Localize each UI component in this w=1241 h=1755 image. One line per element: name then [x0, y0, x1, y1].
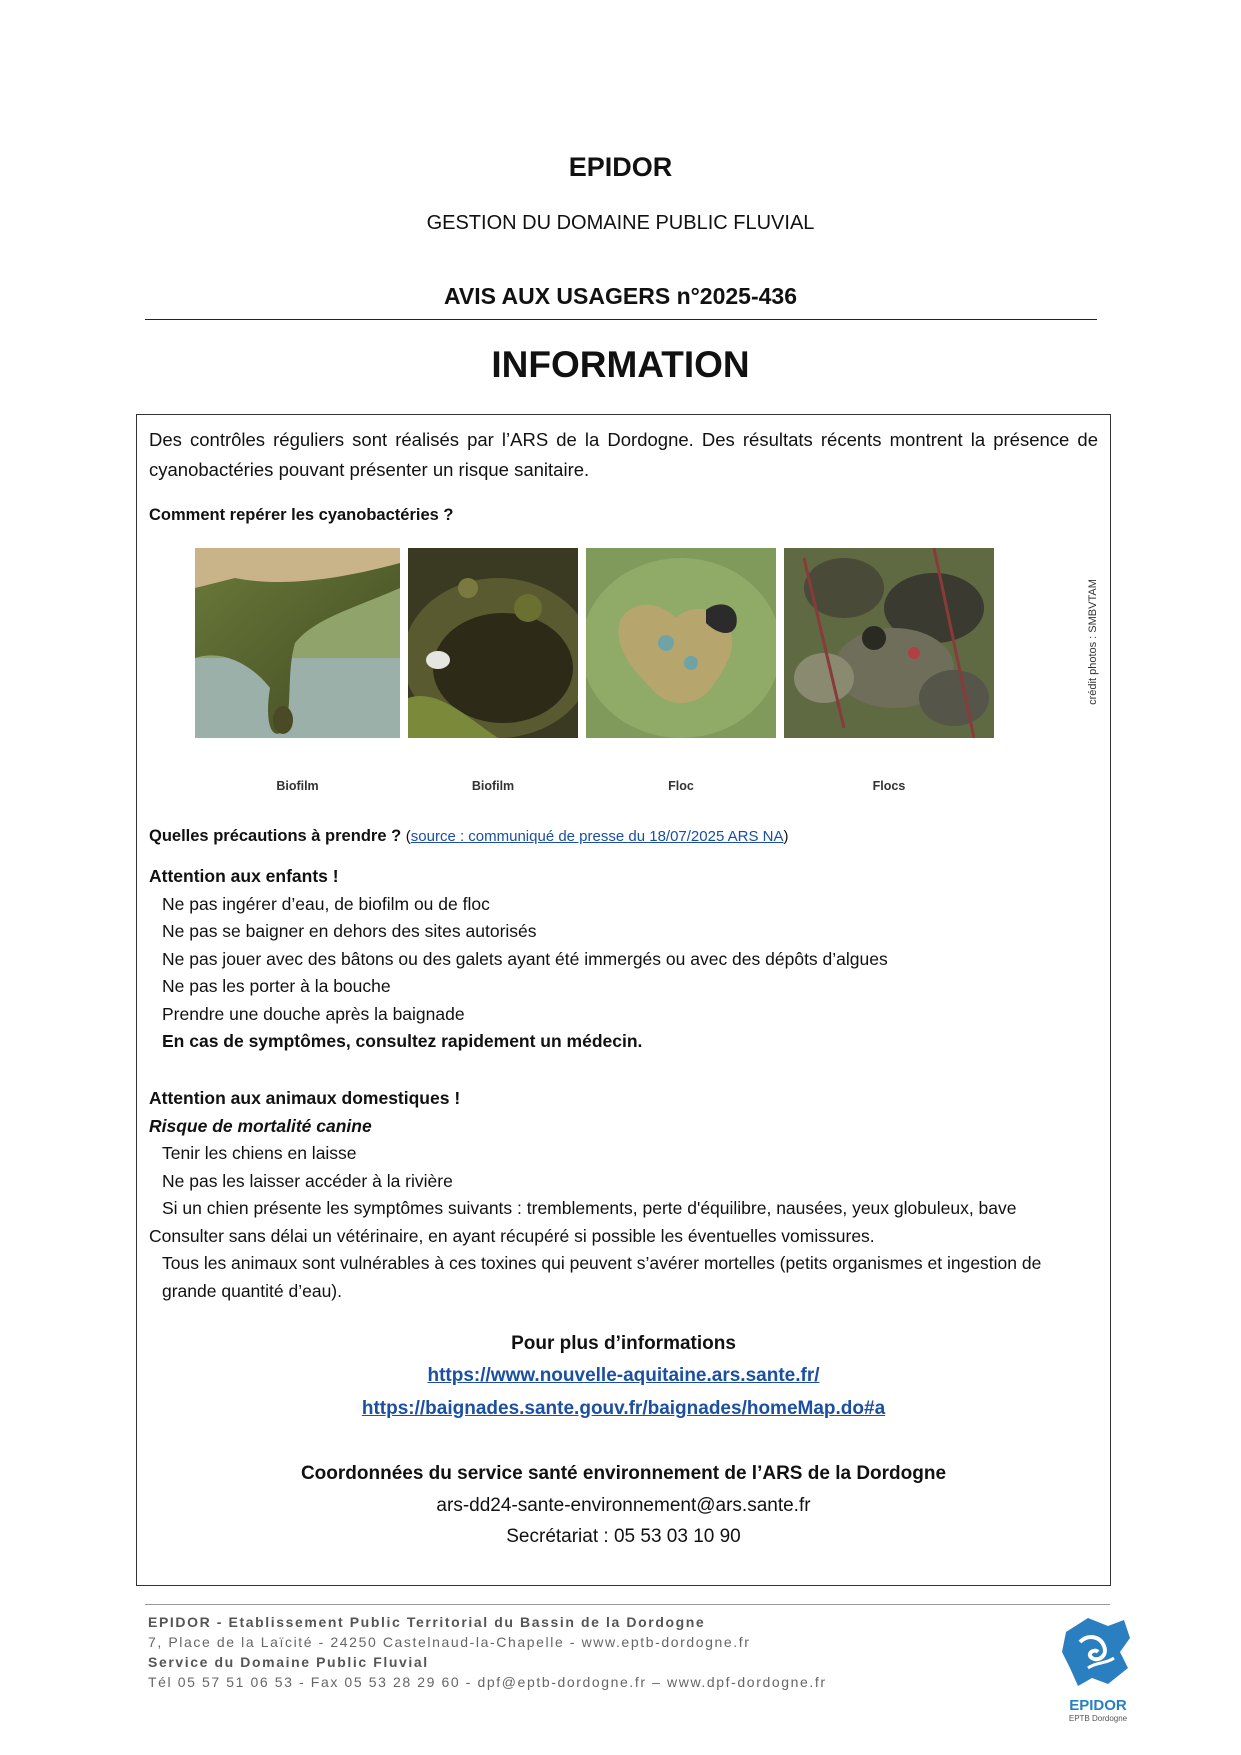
footer-line-3: Service du Domaine Public Fluvial [148, 1654, 429, 1670]
caption-flocs: Flocs [872, 779, 906, 793]
caption-biofilm-1: Biofilm [276, 779, 319, 793]
animals-item: Ne pas les laisser accéder à la rivière [162, 1170, 453, 1191]
avis-number: AVIS AUX USAGERS n°2025-436 [443, 283, 798, 309]
photo-floc [586, 548, 776, 738]
contact-email: ars-dd24-sante-environnement@ars.sante.fr [436, 1495, 811, 1516]
photo-biofilm-1 [195, 548, 400, 738]
footer-line-4: Tél 05 57 51 06 53 - Fax 05 53 28 29 60 - dpf@eptb-dordogne.fr – www.dpf-dordogne.fr [148, 1674, 827, 1690]
children-item: Prendre une douche après la baignade [162, 1003, 465, 1024]
ars-link[interactable]: https://www.nouvelle-aquitaine.ars.sante.fr/ [427, 1365, 820, 1386]
animals-section [149, 1085, 1098, 1305]
contact-phone: Secrétariat : 05 53 03 10 90 [506, 1526, 741, 1547]
baignades-link[interactable]: https://baignades.sante.gouv.fr/baignades/homeMap.do#a [361, 1398, 886, 1419]
photo-credit: crédit photos : SMBVTAM [1086, 579, 1099, 705]
children-item: Ne pas se baigner en dehors des sites autorisés [162, 921, 537, 941]
logo-subtext: EPTB Dordogne [1068, 1714, 1128, 1723]
children-item: Ne pas les porter à la bouche [162, 976, 391, 996]
footer-line-1: EPIDOR - Etablissement Public Territorial du Bassin de la Dordogne [148, 1614, 706, 1630]
children-item: Ne pas jouer avec des bâtons ou des galets ayant été immergés ou avec des dépôts d’algues [162, 948, 888, 969]
contact-title: Coordonnées du service santé environnement de l’ARS de la Dordogne [300, 1463, 947, 1484]
children-warning: En cas de symptômes, consultez rapidement un médecin. [162, 1031, 643, 1051]
children-section [149, 863, 1098, 1056]
photo-flocs [784, 548, 994, 738]
animals-subtitle: Risque de mortalité canine [149, 1115, 372, 1136]
epidor-logo-icon [1058, 1612, 1138, 1692]
caption-floc: Floc [668, 779, 694, 793]
animals-item: Consulter sans délai un vétérinaire, en ayant récupéré si possible les éventuelles vomissures. [149, 1225, 875, 1246]
footer-line-2: 7, Place de la Laïcité - 24250 Castelnaud-la-Chapelle - www.eptb-dordogne.fr [148, 1634, 751, 1650]
footer [148, 1612, 827, 1692]
logo-text: EPIDOR [1069, 1697, 1127, 1714]
more-title: Pour plus d’informations [511, 1333, 736, 1354]
source-open: ( [405, 828, 411, 845]
children-item: Ne pas ingérer d’eau, de biofilm ou de floc [162, 893, 490, 914]
identify-title: Comment repérer les cyanobactéries ? [149, 506, 454, 524]
animals-item: Si un chien présente les symptômes suivants : tremblements, perte d'équilibre, nausées, yeux globuleux, bave [162, 1198, 1017, 1218]
photo-biofilm-2 [408, 548, 578, 738]
service-title: GESTION DU DOMAINE PUBLIC FLUVIAL [426, 212, 815, 234]
contact-block [149, 1458, 1098, 1552]
header-rule [145, 319, 1097, 320]
precautions-title: Quelles précautions à prendre ? [149, 827, 402, 845]
footer-rule [145, 1604, 1110, 1605]
intro-text: Des contrôles réguliers sont réalisés par l’ARS de la Dordogne. Des résultats récents montrent la présence de cyanobactéries pouvant présenter un risque sanitaire. [149, 429, 1098, 480]
precautions-line [149, 827, 1098, 846]
children-title: Attention aux enfants ! [149, 866, 339, 886]
source-close: ) [783, 828, 789, 845]
animals-title: Attention aux animaux domestiques ! [149, 1088, 461, 1108]
animals-item: Tenir les chiens en laisse [162, 1143, 357, 1163]
photo-strip [195, 548, 1099, 758]
caption-biofilm-2: Biofilm [471, 779, 515, 793]
source-link[interactable]: source : communiqué de presse du 18/07/2025 ARS NA [410, 828, 784, 845]
org-title: EPIDOR [568, 152, 673, 182]
animals-item: Tous les animaux sont vulnérables à ces toxines qui peuvent s’avérer mortelles (petits organismes et ingestion de grande quantité d’eau). [162, 1253, 1042, 1301]
more-info [149, 1328, 1098, 1426]
notice-box [136, 414, 1111, 1586]
epidor-logo [1058, 1612, 1138, 1732]
information-heading: INFORMATION [491, 344, 750, 385]
